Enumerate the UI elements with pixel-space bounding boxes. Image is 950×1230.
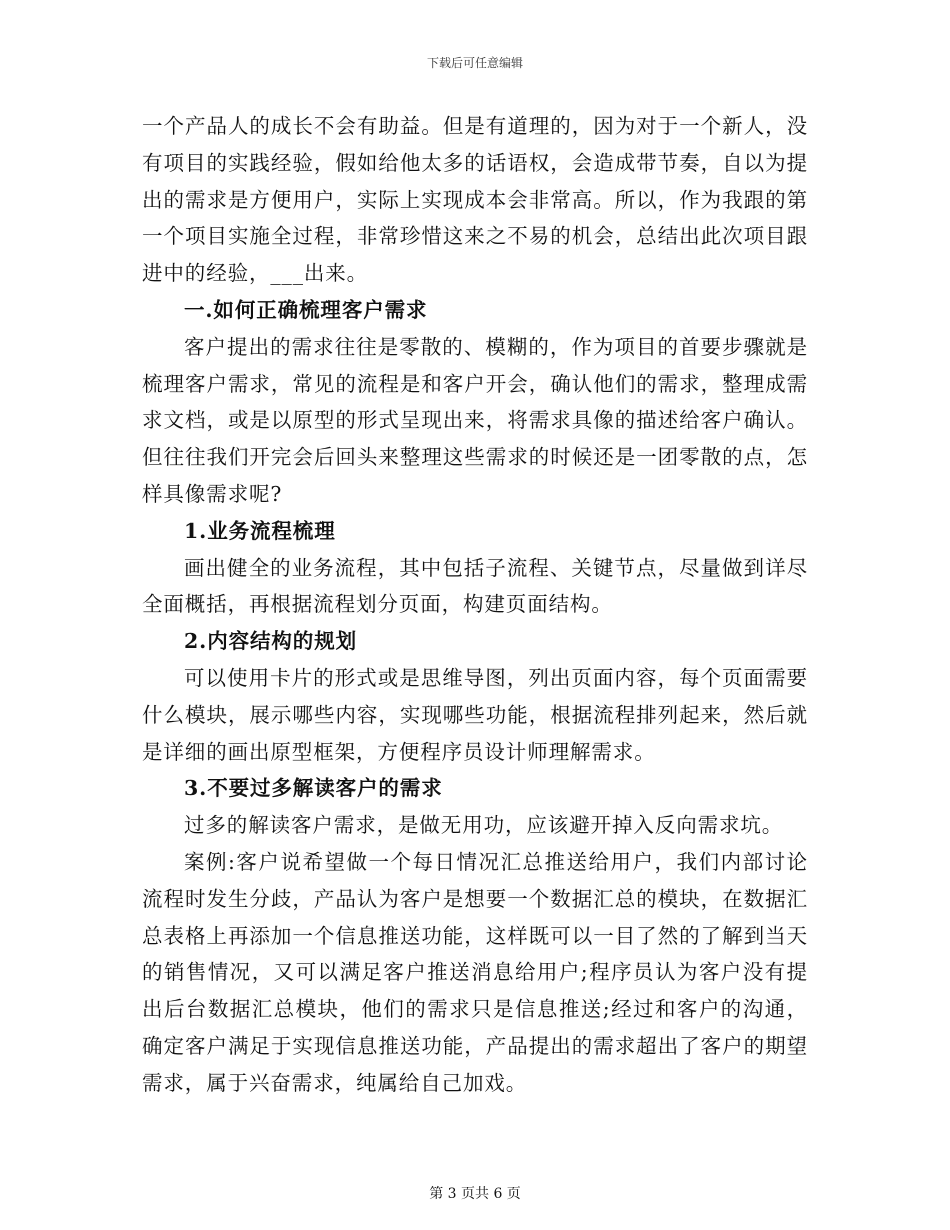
body-paragraph-5: 过多的解读客户需求，是做无用功，应该避开掉入反向需求坑。 <box>184 813 784 838</box>
subheading-1: 1.业务流程梳理 <box>184 518 336 543</box>
body-paragraph-6: 案例:客户说希望做一个每日情况汇总推送给用户，我们内部讨论流程时发生分歧，产品认为客户是想要一个数据汇总的模块，在数据汇总表格上再添加一个信息推送功能，这样既可以一目了然的了解到当天的销售情况，又可以满足客户推送消息给用户;程序员认为客户没有提出后台数据汇总模块，他们的需求只是信息推送;经过和客户的沟通，确定客户满足于实现信息推送功能，产品提出的需求超出了客户的期望需求，属于兴奋需求，纯属给自己加戏。 <box>142 849 808 1095</box>
page-footer: 第 3 页共 6 页 <box>429 1186 521 1202</box>
page-header: 下载后可任意编辑 <box>426 56 523 70</box>
body-paragraph-3: 画出健全的业务流程，其中包括子流程、关键节点，尽量做到详尽全面概括，再根据流程划分页面，构建页面结构。 <box>142 555 808 617</box>
body-paragraph-4: 可以使用卡片的形式或是思维导图，列出页面内容，每个页面需要什么模块，展示哪些内容，实现哪些功能，根据流程排列起来，然后就是详细的画出原型框架，方便程序员设计师理解需求。 <box>142 665 808 764</box>
subheading-3: 3.不要过多解读客户的需求 <box>184 776 443 801</box>
body-paragraph-1: 一个产品人的成长不会有助益。但是有道理的，因为对于一个新人，没有项目的实践经验，假如给他太多的话语权，会造成带节奏，自以为提出的需求是方便用户，实际上实现成本会非常高。所以，作为我跟的第一个项目实施全过程，非常珍惜这来之不易的机会，总结出此次项目跟进中的经验，___出来。 <box>142 114 808 286</box>
subheading-2: 2.内容结构的规划 <box>184 629 358 654</box>
body-paragraph-2: 客户提出的需求往往是零散的、模糊的，作为项目的首要步骤就是梳理客户需求，常见的流程是和客户开会，确认他们的需求，整理成需求文档，或是以原型的形式呈现出来，将需求具像的描述给客户确认。但往往我们开完会后回头来整理这些需求的时候还是一团零散的点，怎样具像需求呢? <box>142 334 808 506</box>
document-body <box>142 108 808 1102</box>
section-heading-1: 一.如何正确梳理客户需求 <box>184 297 428 322</box>
